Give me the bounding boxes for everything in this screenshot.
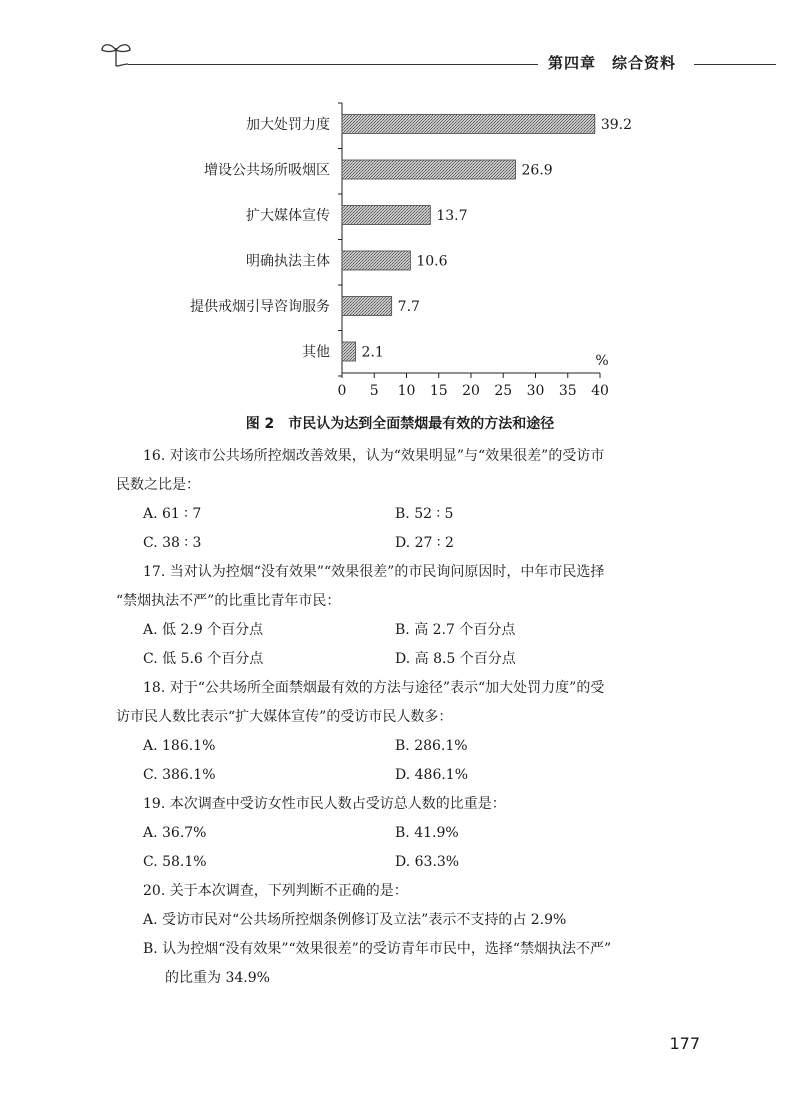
section-label: 综合资料: [612, 54, 677, 72]
question-17-stem-line: 17. 当对认为控烟“没有效果”“效果很差”的市民询问原因时，中年市民选择: [143, 564, 605, 580]
question-16-stem-line: 民数之比是：: [116, 477, 200, 493]
x-tick-label: 35: [558, 383, 577, 399]
question-18-stem-line: 访市民人数比表示“扩大媒体宣传”的受访市民人数多：: [116, 709, 453, 725]
option: D. 486.1%: [395, 767, 469, 783]
question-19-stem-line: 19. 本次调查中受访女性市民人数占受访总人数的比重是：: [143, 796, 506, 812]
x-tick-label: 0: [337, 383, 347, 399]
option: A. 36.7%: [143, 825, 207, 841]
chapter-label: 第四章: [548, 54, 597, 72]
header-rule-left: [128, 64, 538, 65]
value-label: 39.2: [600, 117, 633, 133]
option: A. 61 ∶ 7: [143, 506, 202, 522]
value-label: 26.9: [521, 162, 553, 179]
option: C. 386.1%: [143, 767, 216, 783]
bar-4: [342, 251, 410, 270]
category-label: 其他: [302, 344, 330, 361]
option: B. 高 2.7 个百分点: [395, 622, 516, 638]
bar-6: [342, 342, 356, 361]
category-label: 扩大媒体宣传: [246, 208, 330, 224]
x-tick-label: 15: [429, 383, 448, 399]
option: A. 受访市民对“公共场所控烟条例修订及立法”表示不支持的占 2.9%: [143, 912, 567, 928]
option: D. 高 8.5 个百分点: [395, 651, 516, 667]
x-tick-label: 5: [369, 383, 379, 399]
option: 的比重为 34.9%: [165, 970, 270, 986]
option: C. 38 ∶ 3: [143, 535, 202, 551]
chart-caption: 图 2 市民认为达到全面禁烟最有效的方法和途径: [245, 416, 555, 432]
option: C. 58.1%: [143, 854, 207, 870]
question-16-stem-line: 16. 对该市公共场所控烟改善效果，认为“效果明显”与“效果很差”的受访市: [143, 448, 605, 464]
value-label: 13.7: [436, 208, 468, 224]
category-label: 提供戒烟引导咨询服务: [190, 299, 330, 315]
option: B. 52 ∶ 5: [395, 506, 454, 522]
option: B. 认为控烟“没有效果”“效果很差”的受访青年市民中，选择“禁烟执法不严”: [143, 941, 612, 957]
x-tick-label: 25: [494, 383, 513, 399]
bar-5: [342, 297, 392, 316]
option: B. 41.9%: [395, 825, 459, 841]
category-label: 增设公共场所吸烟区: [204, 162, 330, 179]
value-label: 7.7: [397, 299, 420, 315]
x-tick-label: 10: [397, 383, 416, 399]
header-rule-right: [694, 64, 776, 65]
option: B. 286.1%: [395, 738, 468, 754]
value-label: 10.6: [416, 253, 448, 270]
option: D. 63.3%: [395, 854, 460, 870]
header-title: [548, 52, 676, 73]
x-tick-label: 40: [591, 383, 609, 399]
option: C. 低 5.6 个百分点: [143, 651, 264, 667]
question-20-stem-line: 20. 关于本次调查，下列判断不正确的是：: [143, 883, 408, 899]
bar-3: [342, 206, 430, 225]
option: D. 27 ∶ 2: [395, 535, 454, 551]
bar-2: [342, 160, 516, 179]
question-18-stem-line: 18. 对于“公共场所全面禁烟最有效的方法与途径”表示“加大处罚力度”的受: [143, 680, 605, 696]
x-tick-label: 20: [462, 383, 480, 399]
option: A. 186.1%: [143, 738, 216, 754]
question-17-stem-line: “禁烟执法不严”的比重比青年市民：: [116, 593, 341, 609]
page-number: 177: [669, 1034, 700, 1053]
option: A. 低 2.9 个百分点: [143, 622, 264, 638]
x-axis-unit: %: [595, 353, 609, 369]
category-label: 明确执法主体: [246, 253, 330, 270]
category-label: 加大处罚力度: [246, 117, 330, 133]
bar-chart: [140, 95, 640, 415]
value-label: 2.1: [361, 344, 384, 361]
x-tick-label: 30: [526, 383, 545, 399]
bar-1: [342, 115, 595, 134]
